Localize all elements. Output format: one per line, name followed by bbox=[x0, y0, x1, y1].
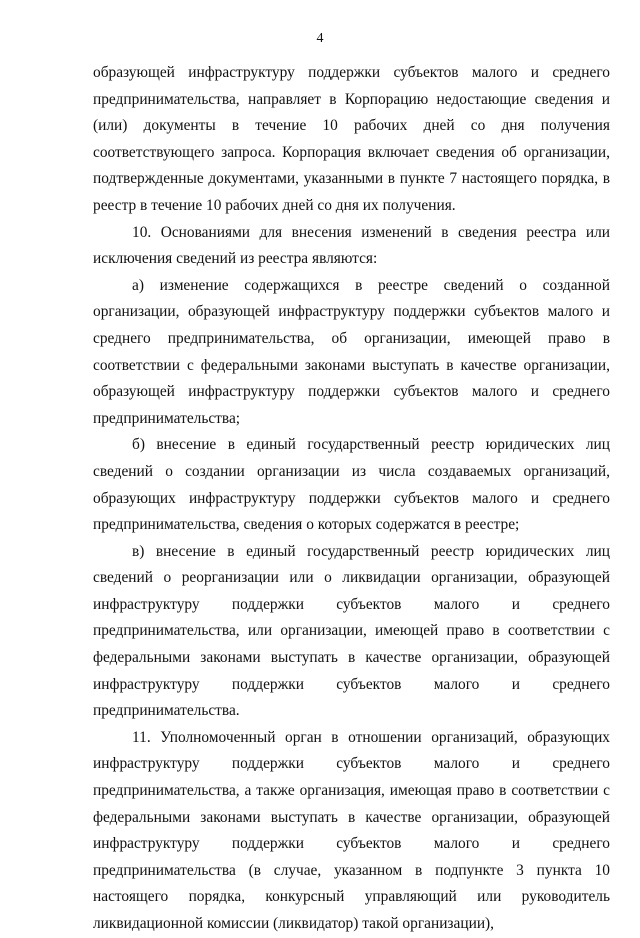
paragraph-item-11: 11. Уполномоченный орган в отношении организаций, образующих инфраструктуру поддержки субъектов малого и среднего предпринимательства, а также организация, имеющая право в соответствии с федеральными законами выступать в качестве организации, образующей инфраструктуру поддержки субъектов малого и среднего предпринимательства (в случае, указанном в подпункте 3 пункта 10 настоящего порядка, конкурсный управляющий или руководитель ликвидационной комиссии (ликвидатор) такой организации), bbox=[93, 728, 610, 932]
page-number: 4 bbox=[316, 31, 324, 46]
paragraph-continuation: образующей инфраструктуру поддержки субъектов малого и среднего предпринимательства, направляет в Корпорацию недостающие сведения и (или) документы в течение 10 рабочих дней со дня получения соответствующего запроса. Корпорация включает сведения об организации, подтвержденные документами, указанными в пункте 7 настоящего порядка, в реестр в течение 10 рабочих дней со дня их получения. bbox=[93, 64, 610, 214]
paragraph-subitem-v: в) внесение в единый государственный реестр юридических лиц сведений о реорганизации или о ликвидации организации, образующей инфраструктуру поддержки субъектов малого и среднего предпринимательства, или организации, имеющей право в соответствии с федеральными законами выступать в качестве организации, образующей инфраструктуру поддержки субъектов малого и среднего предпринимательства. bbox=[93, 542, 610, 720]
document-body bbox=[93, 60, 610, 938]
paragraph-subitem-a: а) изменение содержащихся в реестре сведений о созданной организации, образующей инфраструктуру поддержки субъектов малого и среднего предпринимательства, об организации, имеющей право в соответствии с федеральными законами выступать в качестве организации, образующей инфраструктуру поддержки субъектов малого и среднего предпринимательства; bbox=[93, 276, 610, 427]
paragraph-item-10: 10. Основаниями для внесения изменений в сведения реестра или исключения сведений из реестра являются: bbox=[93, 223, 610, 268]
paragraph-subitem-b: б) внесение в единый государственный реестр юридических лиц сведений о создании организации из числа создаваемых организаций, образующих инфраструктуру поддержки субъектов малого и среднего предпринимательства, сведения о которых содержатся в реестре; bbox=[93, 436, 610, 534]
